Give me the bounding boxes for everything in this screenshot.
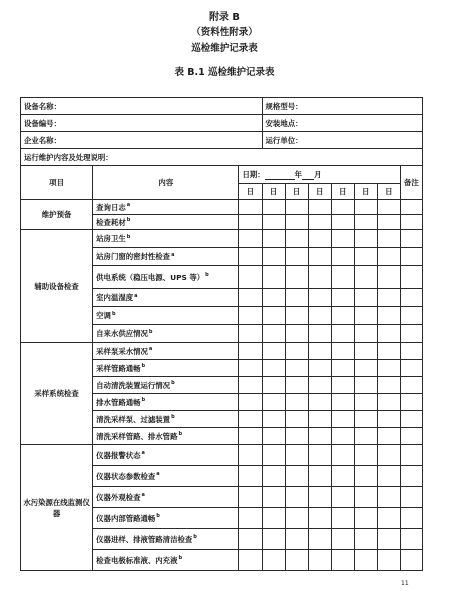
category-cell: 辅助设备检查 bbox=[21, 230, 93, 343]
record-cell[interactable] bbox=[308, 360, 331, 377]
record-cell[interactable] bbox=[331, 200, 354, 215]
record-cell[interactable] bbox=[262, 200, 285, 215]
record-cell[interactable] bbox=[239, 343, 262, 360]
day-header-cell: 日 bbox=[331, 184, 354, 200]
record-cell[interactable] bbox=[377, 289, 400, 307]
record-cell[interactable] bbox=[262, 230, 285, 248]
company-field[interactable]: 企业名称： bbox=[21, 132, 263, 149]
record-cell[interactable] bbox=[285, 307, 308, 325]
footnote-marker: b bbox=[126, 217, 131, 224]
page-number: 11 bbox=[401, 580, 409, 587]
record-cell[interactable] bbox=[262, 445, 285, 466]
remark-cell[interactable] bbox=[400, 466, 422, 487]
record-cell[interactable] bbox=[354, 325, 377, 343]
record-cell[interactable] bbox=[308, 307, 331, 325]
record-cell[interactable] bbox=[331, 394, 354, 411]
category-cell: 维护预备 bbox=[21, 200, 93, 230]
record-cell[interactable] bbox=[354, 266, 377, 289]
record-cell[interactable] bbox=[331, 248, 354, 266]
record-cell[interactable] bbox=[239, 377, 262, 394]
record-cell[interactable] bbox=[239, 394, 262, 411]
record-cell[interactable] bbox=[308, 200, 331, 215]
record-cell[interactable] bbox=[331, 508, 354, 529]
footnote-marker: b bbox=[126, 233, 131, 240]
check-item-label: 采样泵采水情况 bbox=[96, 346, 148, 356]
table-caption: 表 B.1 巡检维护记录表 bbox=[174, 67, 275, 78]
remark-cell[interactable] bbox=[400, 377, 422, 394]
record-cell[interactable] bbox=[239, 550, 262, 571]
check-item-cell bbox=[93, 325, 239, 343]
record-cell[interactable] bbox=[239, 466, 262, 487]
record-cell[interactable] bbox=[331, 377, 354, 394]
record-cell[interactable] bbox=[239, 200, 262, 215]
record-cell[interactable] bbox=[354, 343, 377, 360]
record-cell[interactable] bbox=[377, 411, 400, 428]
record-cell[interactable] bbox=[331, 230, 354, 248]
record-cell[interactable] bbox=[331, 529, 354, 550]
footnote-marker: a bbox=[171, 251, 175, 258]
record-cell[interactable] bbox=[331, 215, 354, 230]
record-cell[interactable] bbox=[285, 200, 308, 215]
remark-cell[interactable] bbox=[400, 411, 422, 428]
operator-field[interactable]: 运行单位： bbox=[262, 132, 422, 149]
record-cell[interactable] bbox=[331, 466, 354, 487]
info-row-2 bbox=[21, 115, 423, 132]
record-cell[interactable] bbox=[308, 428, 331, 445]
record-cell[interactable] bbox=[308, 215, 331, 230]
record-cell[interactable] bbox=[285, 377, 308, 394]
footnote-marker: b bbox=[178, 555, 183, 562]
record-cell[interactable] bbox=[308, 411, 331, 428]
check-item-label: 查询日志 bbox=[96, 202, 126, 212]
record-cell[interactable] bbox=[239, 230, 262, 248]
remark-cell[interactable] bbox=[400, 200, 422, 215]
appendix-nature: （资料性附录） bbox=[191, 27, 258, 38]
record-cell[interactable] bbox=[239, 445, 262, 466]
record-cell[interactable] bbox=[331, 411, 354, 428]
record-cell[interactable] bbox=[308, 529, 331, 550]
footnote-marker: b bbox=[178, 431, 183, 438]
record-cell[interactable] bbox=[354, 360, 377, 377]
device-no-field[interactable]: 设备编号： bbox=[21, 115, 263, 132]
record-cell[interactable] bbox=[239, 487, 262, 508]
appendix-title: 附录 B bbox=[208, 12, 241, 23]
footnote-marker: b bbox=[205, 272, 209, 279]
footnote-marker: a bbox=[141, 492, 145, 499]
record-cell[interactable] bbox=[354, 411, 377, 428]
footnote-marker: a bbox=[148, 346, 153, 353]
record-cell[interactable] bbox=[331, 550, 354, 571]
record-cell[interactable] bbox=[331, 445, 354, 466]
check-item-label: 采样管路通畅 bbox=[96, 363, 141, 373]
check-item-cell bbox=[93, 411, 239, 428]
record-cell[interactable] bbox=[285, 343, 308, 360]
check-item-cell bbox=[93, 215, 239, 230]
footnote-marker: a bbox=[156, 471, 160, 478]
record-cell[interactable] bbox=[262, 266, 285, 289]
remark-cell[interactable] bbox=[400, 508, 422, 529]
record-cell[interactable] bbox=[377, 200, 400, 215]
check-item-label: 清洗采样泵、过滤装置 bbox=[96, 414, 171, 424]
check-item-label: 检查电极标准液、内充液 bbox=[96, 555, 178, 565]
record-cell[interactable] bbox=[377, 248, 400, 266]
remark-cell[interactable] bbox=[400, 487, 422, 508]
record-cell[interactable] bbox=[285, 445, 308, 466]
content-column-header: 内容 bbox=[93, 166, 239, 200]
day-header-cell: 日 bbox=[285, 184, 308, 200]
record-cell[interactable] bbox=[285, 466, 308, 487]
check-item-cell bbox=[93, 508, 239, 529]
record-cell[interactable] bbox=[354, 248, 377, 266]
record-cell[interactable] bbox=[308, 466, 331, 487]
record-cell[interactable] bbox=[308, 487, 331, 508]
day-header-cell: 日 bbox=[377, 184, 400, 200]
record-cell[interactable] bbox=[331, 325, 354, 343]
table-row bbox=[21, 200, 423, 215]
check-item-label: 仪器外观检查 bbox=[96, 492, 141, 502]
record-cell[interactable] bbox=[262, 215, 285, 230]
record-cell[interactable] bbox=[239, 529, 262, 550]
item-column-header: 项目 bbox=[21, 166, 93, 200]
check-item-cell bbox=[93, 394, 239, 411]
record-cell[interactable] bbox=[377, 360, 400, 377]
record-cell[interactable] bbox=[354, 550, 377, 571]
record-cell[interactable] bbox=[239, 248, 262, 266]
footnote-marker: b bbox=[171, 380, 175, 387]
location-field[interactable]: 安装地点： bbox=[262, 115, 422, 132]
record-cell[interactable] bbox=[377, 377, 400, 394]
check-item-cell bbox=[93, 550, 239, 571]
year-label: 年 bbox=[294, 170, 303, 179]
record-cell[interactable] bbox=[377, 445, 400, 466]
record-cell[interactable] bbox=[377, 529, 400, 550]
record-cell[interactable] bbox=[285, 215, 308, 230]
check-item-label: 自动清洗装置运行情况 bbox=[96, 380, 171, 390]
check-item-label: 站房门窗的密封性检查 bbox=[96, 252, 171, 261]
record-cell[interactable] bbox=[377, 466, 400, 487]
info-row-3 bbox=[21, 132, 423, 149]
remark-cell[interactable] bbox=[400, 360, 422, 377]
check-item-cell bbox=[93, 266, 239, 289]
model-field[interactable]: 规格型号： bbox=[262, 98, 422, 115]
record-cell[interactable] bbox=[377, 343, 400, 360]
record-cell[interactable] bbox=[354, 508, 377, 529]
record-cell[interactable] bbox=[285, 360, 308, 377]
footnote-marker: b bbox=[148, 328, 153, 335]
record-cell[interactable] bbox=[239, 508, 262, 529]
record-cell[interactable] bbox=[308, 230, 331, 248]
record-cell[interactable] bbox=[331, 343, 354, 360]
record-cell[interactable] bbox=[285, 550, 308, 571]
remark-column-header: 备注 bbox=[400, 166, 422, 200]
day-header-cell: 日 bbox=[354, 184, 377, 200]
record-cell[interactable] bbox=[262, 550, 285, 571]
record-cell[interactable] bbox=[354, 230, 377, 248]
check-item-label: 自来水供应情况 bbox=[96, 329, 148, 338]
record-cell[interactable] bbox=[285, 230, 308, 248]
record-cell[interactable] bbox=[239, 289, 262, 307]
record-cell[interactable] bbox=[377, 487, 400, 508]
record-cell[interactable] bbox=[354, 466, 377, 487]
footnote-marker: b bbox=[171, 414, 175, 421]
record-cell[interactable] bbox=[262, 289, 285, 307]
record-cell[interactable] bbox=[308, 289, 331, 307]
remark-cell[interactable] bbox=[400, 230, 422, 248]
remark-cell[interactable] bbox=[400, 529, 422, 550]
check-item-label: 检查耗材 bbox=[96, 217, 126, 227]
table-row bbox=[21, 343, 423, 360]
check-item-label: 仪器状态参数检查 bbox=[96, 471, 156, 481]
footnote-marker: a bbox=[141, 450, 145, 457]
footnote-marker: b bbox=[141, 397, 146, 404]
category-cell: 水污染源在线监测仪器 bbox=[21, 445, 93, 571]
check-item-cell bbox=[93, 377, 239, 394]
check-item-label: 仪器内部管路通畅 bbox=[96, 513, 156, 523]
record-cell[interactable] bbox=[285, 325, 308, 343]
record-cell[interactable] bbox=[377, 428, 400, 445]
check-item-cell bbox=[93, 289, 239, 307]
check-item-cell bbox=[93, 343, 239, 360]
record-cell[interactable] bbox=[377, 508, 400, 529]
category-cell: 采样系统检查 bbox=[21, 343, 93, 445]
record-cell[interactable] bbox=[285, 289, 308, 307]
table-row bbox=[21, 445, 423, 466]
table-row bbox=[21, 230, 423, 248]
remark-cell[interactable] bbox=[400, 428, 422, 445]
remark-cell[interactable] bbox=[400, 343, 422, 360]
day-header-cell: 日 bbox=[239, 184, 262, 200]
record-cell[interactable] bbox=[377, 215, 400, 230]
record-cell[interactable] bbox=[285, 248, 308, 266]
record-cell[interactable] bbox=[262, 529, 285, 550]
check-item-label: 空调 bbox=[96, 311, 111, 320]
record-cell[interactable] bbox=[262, 411, 285, 428]
check-item-cell bbox=[93, 200, 239, 215]
record-cell[interactable] bbox=[262, 307, 285, 325]
check-item-cell bbox=[93, 428, 239, 445]
record-cell[interactable] bbox=[308, 394, 331, 411]
record-cell[interactable] bbox=[308, 248, 331, 266]
check-item-label: 仪器报警状态 bbox=[96, 450, 141, 460]
record-cell[interactable] bbox=[285, 266, 308, 289]
record-cell[interactable] bbox=[285, 487, 308, 508]
check-item-cell bbox=[93, 466, 239, 487]
check-item-cell bbox=[93, 487, 239, 508]
record-cell[interactable] bbox=[354, 215, 377, 230]
record-cell[interactable] bbox=[285, 508, 308, 529]
footnote-marker: b bbox=[156, 513, 160, 520]
remark-cell[interactable] bbox=[400, 289, 422, 307]
record-cell[interactable] bbox=[331, 289, 354, 307]
header-row bbox=[21, 166, 423, 184]
check-item-label: 清洗采样管路、排水管路 bbox=[96, 431, 178, 441]
record-cell[interactable] bbox=[354, 377, 377, 394]
check-item-label: 排水管路通畅 bbox=[96, 397, 141, 407]
check-item-cell bbox=[93, 445, 239, 466]
remark-cell[interactable] bbox=[400, 215, 422, 230]
check-item-label: 站房卫生 bbox=[96, 234, 126, 243]
record-cell[interactable] bbox=[308, 325, 331, 343]
document-title: 巡检维护记录表 bbox=[191, 43, 258, 54]
record-cell[interactable] bbox=[354, 529, 377, 550]
record-cell[interactable] bbox=[354, 307, 377, 325]
remark-cell[interactable] bbox=[400, 550, 422, 571]
record-cell[interactable] bbox=[331, 360, 354, 377]
footnote-marker: a bbox=[126, 202, 131, 209]
record-cell[interactable] bbox=[262, 394, 285, 411]
record-cell[interactable] bbox=[377, 307, 400, 325]
check-item-cell bbox=[93, 529, 239, 550]
day-header-cell: 日 bbox=[262, 184, 285, 200]
record-cell[interactable] bbox=[262, 248, 285, 266]
record-cell[interactable] bbox=[377, 266, 400, 289]
record-cell[interactable] bbox=[239, 360, 262, 377]
record-cell[interactable] bbox=[377, 550, 400, 571]
record-cell[interactable] bbox=[377, 394, 400, 411]
record-cell[interactable] bbox=[285, 428, 308, 445]
check-item-cell bbox=[93, 230, 239, 248]
record-cell[interactable] bbox=[308, 550, 331, 571]
month-label: 月 bbox=[314, 170, 322, 179]
check-item-cell bbox=[93, 248, 239, 266]
record-cell[interactable] bbox=[239, 411, 262, 428]
check-item-cell bbox=[93, 307, 239, 325]
record-cell[interactable] bbox=[354, 394, 377, 411]
year-blank[interactable] bbox=[265, 171, 295, 180]
footnote-marker: b bbox=[111, 310, 116, 317]
record-cell[interactable] bbox=[262, 377, 285, 394]
record-cell[interactable] bbox=[331, 307, 354, 325]
record-cell[interactable] bbox=[354, 200, 377, 215]
footnote-marker: b bbox=[193, 534, 197, 541]
record-cell[interactable] bbox=[377, 230, 400, 248]
record-cell[interactable] bbox=[262, 466, 285, 487]
record-cell[interactable] bbox=[308, 377, 331, 394]
record-cell[interactable] bbox=[239, 325, 262, 343]
record-cell[interactable] bbox=[285, 394, 308, 411]
record-cell[interactable] bbox=[377, 325, 400, 343]
device-name-field[interactable]: 设备名称： bbox=[21, 98, 263, 115]
date-label: 日期： bbox=[242, 170, 265, 179]
record-cell[interactable] bbox=[308, 266, 331, 289]
remark-cell[interactable] bbox=[400, 394, 422, 411]
record-cell[interactable] bbox=[262, 508, 285, 529]
month-blank[interactable] bbox=[302, 171, 314, 180]
record-cell[interactable] bbox=[239, 215, 262, 230]
day-header-cell: 日 bbox=[308, 184, 331, 200]
record-cell[interactable] bbox=[354, 487, 377, 508]
check-item-label: 室内温湿度 bbox=[96, 293, 134, 302]
record-cell[interactable] bbox=[262, 360, 285, 377]
record-cell[interactable] bbox=[331, 487, 354, 508]
record-cell[interactable] bbox=[308, 508, 331, 529]
record-cell[interactable] bbox=[354, 289, 377, 307]
record-cell[interactable] bbox=[262, 343, 285, 360]
footnote-marker: a bbox=[134, 292, 138, 299]
record-cell[interactable] bbox=[239, 307, 262, 325]
inspection-record-table bbox=[20, 97, 423, 571]
remark-cell[interactable] bbox=[400, 325, 422, 343]
info-row-1 bbox=[21, 98, 423, 115]
footnote-marker: b bbox=[141, 363, 146, 370]
date-header bbox=[239, 166, 400, 184]
record-cell[interactable] bbox=[262, 428, 285, 445]
check-item-label: 供电系统（稳压电源、UPS 等） bbox=[96, 272, 205, 282]
remark-cell[interactable] bbox=[400, 248, 422, 266]
remark-cell[interactable] bbox=[400, 266, 422, 289]
record-cell[interactable] bbox=[354, 428, 377, 445]
record-cell[interactable] bbox=[331, 266, 354, 289]
record-cell[interactable] bbox=[262, 325, 285, 343]
remark-cell[interactable] bbox=[400, 307, 422, 325]
info-row-4 bbox=[21, 149, 423, 166]
record-cell[interactable] bbox=[239, 266, 262, 289]
record-cell[interactable] bbox=[354, 445, 377, 466]
record-cell[interactable] bbox=[308, 343, 331, 360]
record-cell[interactable] bbox=[331, 428, 354, 445]
check-item-cell bbox=[93, 360, 239, 377]
remark-cell[interactable] bbox=[400, 445, 422, 466]
check-item-label: 仪器进样、排液管路清洁检查 bbox=[96, 534, 193, 544]
record-cell[interactable] bbox=[285, 529, 308, 550]
maintenance-desc-field[interactable]: 运行维护内容及处理说明： bbox=[21, 149, 423, 166]
record-cell[interactable] bbox=[239, 428, 262, 445]
record-cell[interactable] bbox=[262, 487, 285, 508]
record-cell[interactable] bbox=[285, 411, 308, 428]
record-cell[interactable] bbox=[308, 445, 331, 466]
